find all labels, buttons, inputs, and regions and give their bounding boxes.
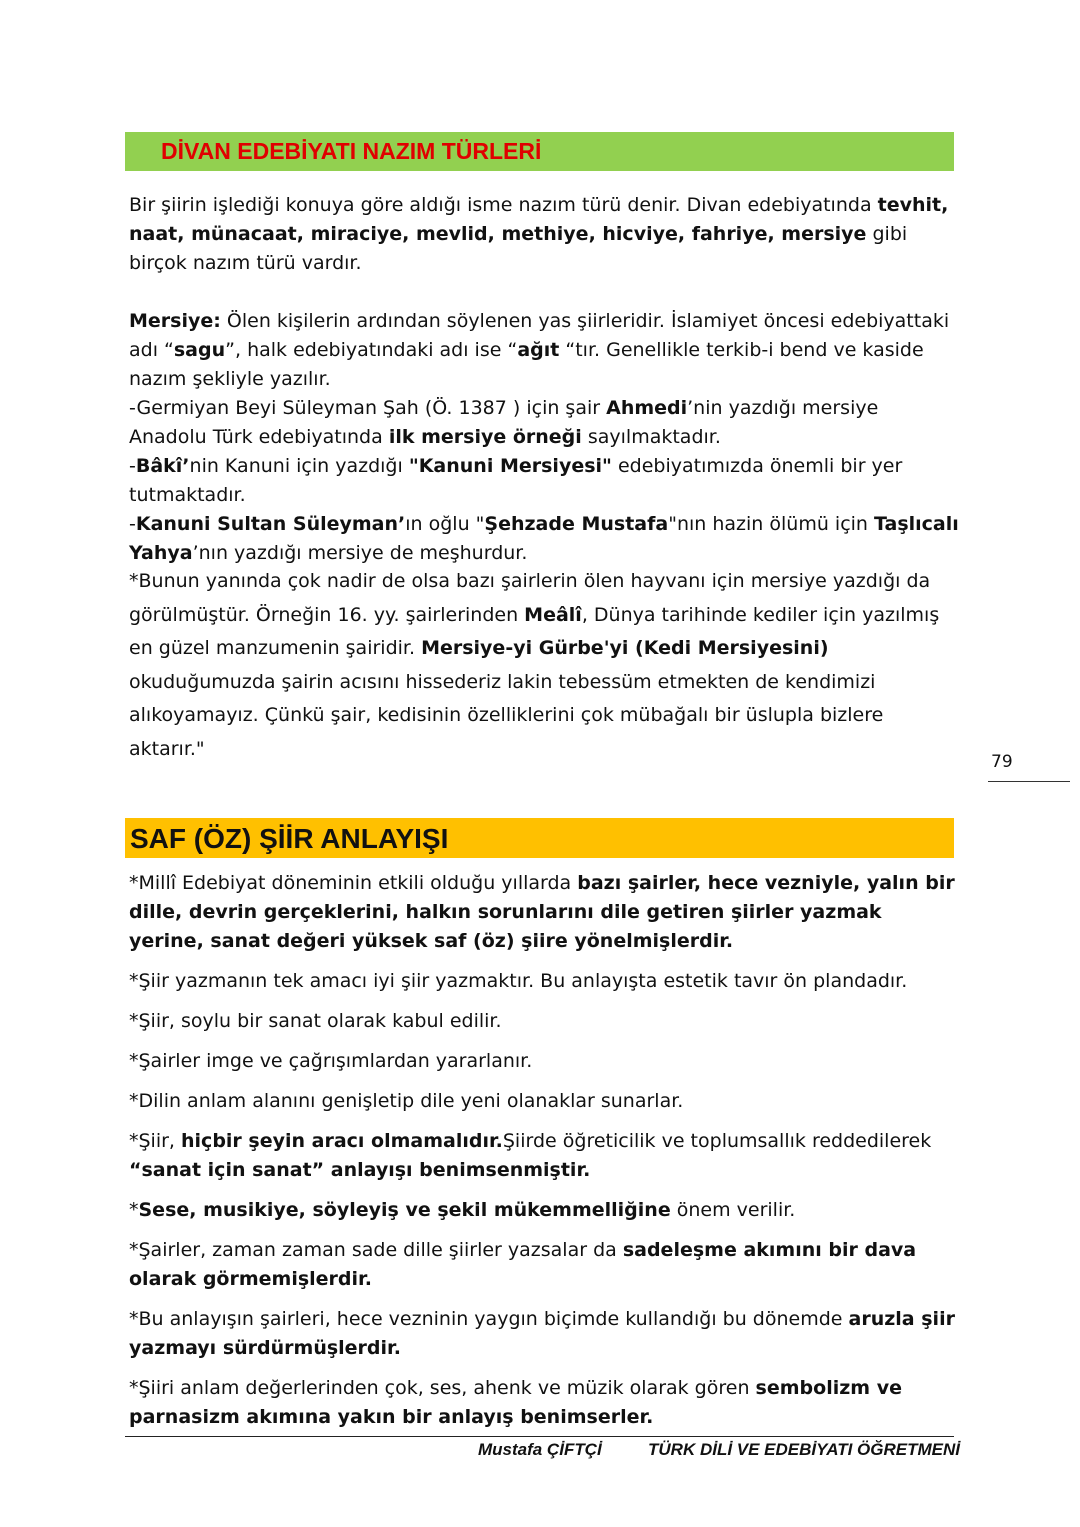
- footer-rule: [125, 1436, 954, 1437]
- list-item: *Şairler imge ve çağrışımlardan yararlanır.: [129, 1050, 533, 1072]
- mersiye-example-meali: *Bunun yanında çok nadir de olsa bazı şairlerin ölen hayvanı için mersiye yazdığı da görülmüştür. Örneğin 16. yy. şairlerinden Meâlî, Dünya tarihinde kediler için yazılmış en güzel manzumenin şairidir. Mersiye-yi Gürbe'yi (Kedi Mersiyesini) okuduğumuzda şairin acısını hissederiz lakin tebessüm etmekten de kendimizi alıkoyamayız. Çünkü şair, kedisinin özelliklerini çok mübağalı bir üslupla bizlere aktarır.": [129, 570, 940, 760]
- mersiye-example-ahmedi: -Germiyan Beyi Süleyman Şah (Ö. 1387 ) için şair Ahmedi’nin yazdığı mersiye Anadolu Türk edebiyatında ilk mersiye örneği sayılmaktadır.: [129, 397, 879, 448]
- mersiye-paragraphs: [129, 307, 959, 568]
- intro-paragraph: Bir şiirin işlediği konuya göre aldığı isme nazım türü denir. Divan edebiyatında tevhit, naat, münacaat, miraciye, mevlid, methiye, hicviye, fahriye, mersiye gibi birçok nazım türü vardır.: [129, 194, 949, 274]
- list-item: *Sese, musikiye, söyleyiş ve şekil mükemmelliğine önem verilir.: [129, 1199, 796, 1221]
- page-number-rule: [988, 781, 1070, 782]
- list-item: *Şairler, zaman zaman sade dille şiirler yazsalar da sadeleşme akımını bir dava olarak görmemişlerdir.: [129, 1239, 917, 1290]
- mersiye-definition: Mersiye: Ölen kişilerin ardından söylenen yas şiirleridir. İslamiyet öncesi edebiyattaki adı “sagu”, halk edebiyatındaki adı ise “ağıt “tır. Genellikle terkib-i bend ve kaside nazım şekliyle yazılır.: [129, 310, 950, 390]
- mersiye-example-yahya: -Kanuni Sultan Süleyman’ın oğlu "Şehzade Mustafa"nın hazin ölümü için Taşlıcalı Yahya’nın yazdığı mersiye de meşhurdur.: [129, 513, 959, 564]
- list-item: *Şiir, soylu bir sanat olarak kabul edilir.: [129, 1010, 502, 1032]
- footer-author: Mustafa ÇİFTÇİ: [478, 1440, 602, 1459]
- page-number: 79: [991, 752, 1013, 772]
- list-item: *Şiir, hiçbir şeyin aracı olmamalıdır.Şiirde öğreticilik ve toplumsallık reddedilerek “sanat için sanat” anlayışı benimsenmiştir.: [129, 1130, 932, 1181]
- list-item: *Millî Edebiyat döneminin etkili olduğu yıllarda bazı şairler, hece vezniyle, yalın bir dille, devrin gerçeklerini, halkın sorunlarını dile getiren şiirler yazmak yerine, sanat değeri yüksek saf (öz) şiire yönelmişlerdir.: [129, 872, 955, 952]
- saf-siir-list: [129, 869, 959, 1443]
- section-heading-saf-siir: [125, 818, 954, 858]
- list-item: *Bu anlayışın şairleri, hece vezninin yaygın biçimde kullandığı bu dönemde aruzla şiir yazmayı sürdürmüşlerdir.: [129, 1308, 955, 1359]
- list-item: *Şiir yazmanın tek amacı iyi şiir yazmaktır. Bu anlayışta estetik tavır ön plandadır.: [129, 970, 908, 992]
- section-title-saf-siir: SAF (ÖZ) ŞİİR ANLAYIŞI: [130, 823, 449, 854]
- section-heading-divan: [125, 132, 954, 171]
- mersiye-example-baki: -Bâkî’nin Kanuni için yazdığı "Kanuni Mersiyesi" edebiyatımızda önemli bir yer tutmaktadır.: [129, 455, 903, 506]
- list-item: *Dilin anlam alanını genişletip dile yeni olanaklar sunarlar.: [129, 1090, 684, 1112]
- footer-title: TÜRK DİLİ VE EDEBİYATI ÖĞRETMENİ: [648, 1440, 960, 1459]
- section-title-divan: DİVAN EDEBİYATI NAZIM TÜRLERİ: [161, 138, 542, 164]
- list-item: *Şiiri anlam değerlerinden çok, ses, ahenk ve müzik olarak gören sembolizm ve parnasizm akımına yakın bir anlayış benimserler.: [129, 1377, 902, 1428]
